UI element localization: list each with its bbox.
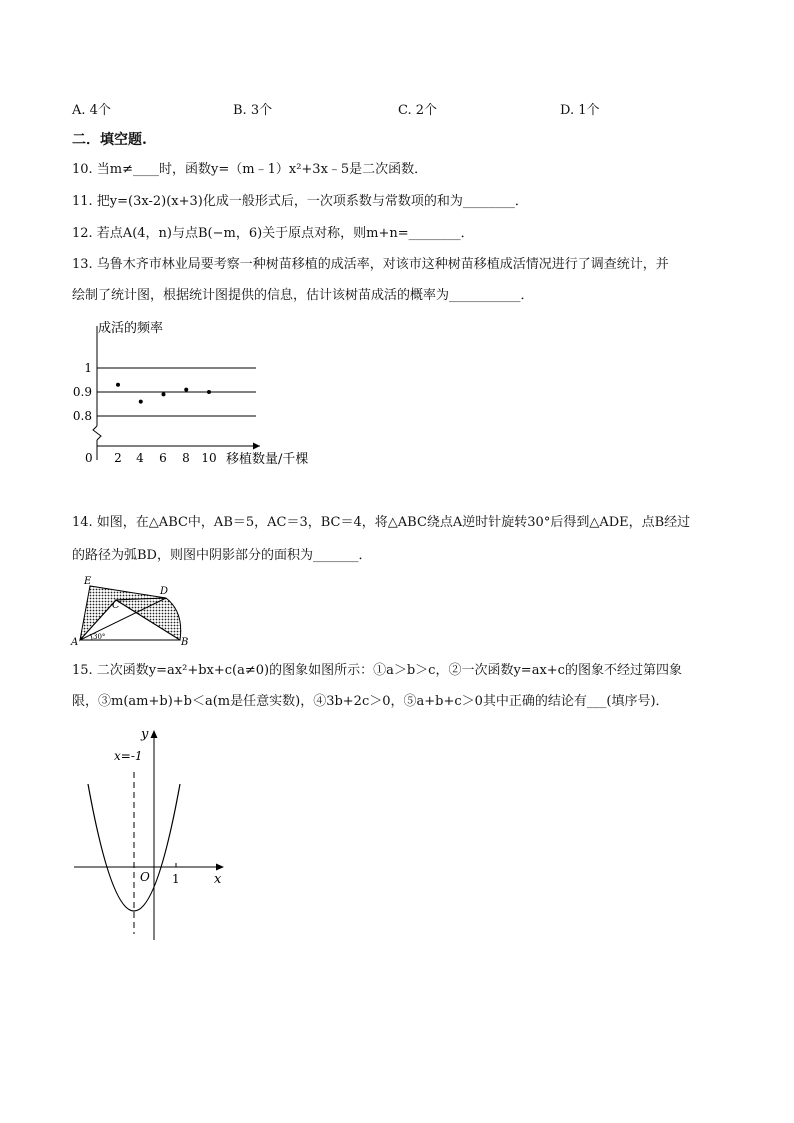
rotation-figure: [68, 576, 198, 646]
label-one: 1: [172, 872, 180, 886]
question-13-line-1: 13. 乌鲁木齐市林业局要考察一种树苗移植的成活率，对该市这种树苗移植成活情况进行了调查统计，并: [72, 257, 669, 272]
xtick-10: 10: [201, 451, 217, 465]
option-c: C. 2个: [398, 103, 438, 118]
xtick-6: 6: [159, 451, 167, 465]
label-x: x: [214, 872, 222, 887]
chart-xlabel: 移植数量/千棵: [226, 452, 309, 467]
shaded-region-right: [116, 598, 181, 640]
ytick-0-9: 0.9: [72, 385, 92, 399]
xtick-8: 8: [182, 451, 190, 465]
chart-ylabel: 成活的频率: [98, 321, 164, 336]
x-axis-arrow: [253, 443, 260, 450]
data-point-6: [162, 392, 166, 396]
parabola-figure: [66, 722, 236, 942]
question-15-line-2: 限，③m(am+b)+b＜a(m是任意实数)，④3b+2c＞0，⑤a+b+c＞0其中正确的结论有___(填序号)．: [72, 694, 669, 709]
xtick-2: 2: [114, 451, 122, 465]
y-axis-arrow: [151, 730, 158, 738]
question-11: 11. 把y=(3x-2)(x+3)化成一般形式后，一次项系数与常数项的和为________．: [72, 194, 528, 209]
option-a: A. 4个: [72, 103, 111, 118]
data-point-2: [116, 383, 120, 387]
label-d: D: [160, 586, 169, 597]
ytick-0-8: 0.8: [72, 409, 92, 423]
question-12: 12. 若点A(4，n)与点B(−m，6)关于原点对称，则m+n=________．: [72, 226, 474, 241]
label-a: A: [71, 637, 79, 646]
x-axis-arrow: [216, 864, 224, 871]
option-b: B. 3个: [233, 103, 273, 118]
ytick-1: 1: [84, 361, 92, 375]
question-14-line-1: 14. 如图，在△ABC中，AB＝5，AC＝3，BC＝4，将△ABC绕点A逆时针旋转30°后得到△ADE，点B经过: [72, 515, 691, 530]
option-d: D. 1个: [560, 103, 600, 118]
angle-label: 30°: [93, 633, 106, 641]
label-c: C: [112, 600, 120, 611]
label-y: y: [141, 727, 149, 742]
data-point-10: [207, 390, 211, 394]
data-points: [116, 383, 211, 404]
question-14-line-2: 的路径为弧BD，则图中阴影部分的面积为_______．: [72, 548, 372, 563]
label-origin: O: [140, 870, 150, 884]
label-axis-of-symmetry: x=-1: [114, 749, 143, 763]
data-point-4: [139, 400, 143, 404]
survival-rate-chart: [70, 314, 330, 474]
question-15-line-1: 15. 二次函数y=ax²+bx+c(a≠0)的图象如图所示：①a＞b＞c，②一次函数y=ax+c的图象不经过第四象: [72, 663, 682, 678]
section-title: 二．填空题.: [72, 132, 147, 148]
question-10: 10. 当m≠____时，函数y=（m﹣1）x²+3x﹣5是二次函数．: [72, 162, 428, 177]
data-point-8: [184, 388, 188, 392]
question-13-line-2: 绘制了统计图，根据统计图提供的信息，估计该树苗成活的概率为___________．: [72, 288, 534, 303]
label-e: E: [84, 576, 92, 587]
axis-break: [93, 426, 101, 440]
origin-label: 0: [85, 451, 93, 465]
label-b: B: [181, 637, 189, 646]
xtick-4: 4: [136, 451, 144, 465]
angle-arc: [90, 634, 92, 640]
